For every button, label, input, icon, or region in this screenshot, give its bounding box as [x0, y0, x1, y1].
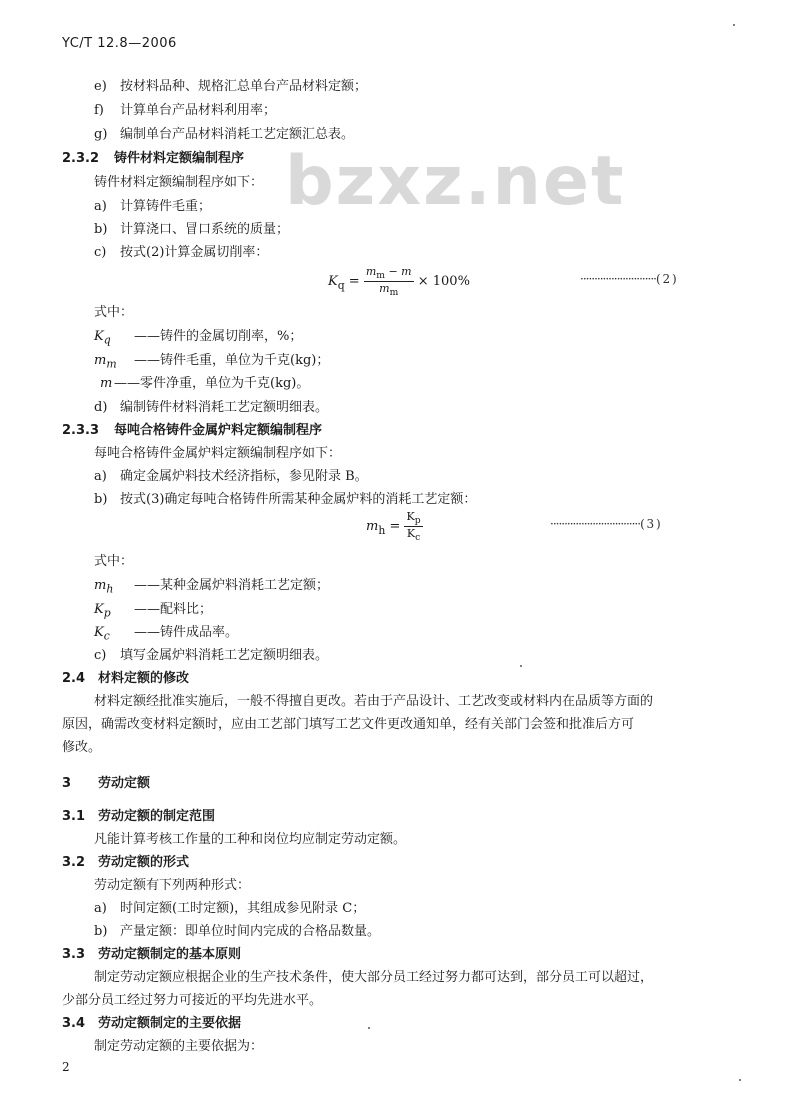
section-number: 2.4: [62, 671, 86, 686]
equation-number: ( 3 ): [640, 517, 660, 531]
section-title: 每吨合格铸件金属炉料定额编制程序: [114, 423, 323, 438]
section-heading: [62, 423, 322, 439]
def-text: ——铸件毛重，单位为千克(kg)；: [134, 353, 330, 368]
section-number: 3.4: [62, 1016, 86, 1031]
def-symbol: K: [94, 329, 104, 344]
def-symbol: m: [100, 376, 113, 391]
item-text: 按材料品种、规格汇总单台产品材料定额；: [120, 79, 368, 94]
eq-symbol: K: [328, 274, 338, 290]
where-label: 式中：: [94, 305, 134, 320]
eq-symbol: m: [379, 282, 390, 296]
eq-subscript: c: [415, 532, 421, 544]
chapter-heading: [62, 776, 150, 792]
paragraph: 劳动定额有下列两种形式：: [94, 878, 251, 893]
definition: [94, 625, 238, 645]
section-number: 2.3.2: [62, 151, 100, 166]
watermark: bzxz.net: [285, 142, 626, 221]
item-text: 计算单台产品材料利用率；: [120, 103, 277, 118]
eq-subscript: q: [337, 278, 345, 292]
section-number: 3.3: [62, 947, 86, 962]
section-heading: [62, 1016, 241, 1032]
list-item: [94, 648, 328, 664]
paragraph-line: 制定劳动定额应根据企业的生产技术条件，使大部分员工经过努力都可达到，部分员工可以超过，: [94, 970, 654, 985]
item-label: d): [94, 400, 108, 415]
item-label: b): [94, 492, 108, 507]
section-number: 3: [62, 776, 72, 791]
paragraph: 每吨合格铸件金属炉料定额编制程序如下：: [94, 446, 342, 461]
definition: [94, 602, 212, 622]
section-title: 劳动定额制定的主要依据: [98, 1016, 242, 1031]
item-text: 按式(2)计算金属切削率：: [120, 245, 269, 260]
item-text: 计算铸件毛重；: [120, 199, 212, 214]
fraction: [364, 265, 414, 298]
def-text: ——铸件的金属切削率，%；: [134, 329, 303, 344]
page-number: 2: [62, 1060, 70, 1074]
list-item: [94, 79, 367, 95]
list-item: [94, 492, 476, 508]
eq-subscript: m: [389, 287, 399, 299]
item-text: 产量定额：即单位时间内完成的合格品数量。: [120, 924, 381, 939]
section-title: 铸件材料定额编制程序: [114, 151, 245, 166]
section-title: 劳动定额的形式: [98, 855, 190, 870]
definition: [94, 329, 302, 349]
item-text: 按式(3)确定每吨合格铸件所需某种金属炉料的消耗工艺定额：: [120, 492, 477, 507]
list-item: [94, 901, 365, 917]
section-title: 劳动定额: [98, 776, 151, 791]
item-label: a): [94, 199, 107, 214]
eq-symbol: m: [366, 519, 379, 535]
section-title: 劳动定额制定的基本原则: [98, 947, 242, 962]
def-text: ——零件净重，单位为千克(kg)。: [114, 376, 310, 391]
def-symbol: K: [94, 602, 104, 617]
item-label: f): [94, 103, 104, 118]
standard-header: YC/T 12.8—2006: [62, 36, 177, 51]
def-text: ——某种金属炉料消耗工艺定额；: [134, 578, 330, 593]
scan-speck: [733, 24, 735, 26]
equation-3: $m_h$ = $\frac{K_p}{K_c}$: [366, 510, 421, 544]
item-label: c): [94, 648, 107, 663]
item-label: b): [94, 924, 108, 939]
item-label: e): [94, 79, 107, 94]
list-item: [94, 924, 380, 940]
section-title: 材料定额的修改: [98, 671, 190, 686]
item-text: 编制铸件材料消耗工艺定额明细表。: [120, 400, 329, 415]
paragraph: 铸件材料定额编制程序如下：: [94, 175, 264, 190]
eq-subscript: m: [376, 270, 385, 282]
eq-subscript: p: [414, 515, 421, 527]
eq-tail: × 100%: [417, 274, 470, 290]
eq-symbol: K: [406, 527, 416, 541]
def-subscript: c: [103, 629, 110, 643]
where-label: 式中：: [94, 554, 134, 569]
def-text: ——铸件成品率。: [134, 625, 239, 640]
def-symbol: m: [94, 578, 107, 593]
item-label: g): [94, 127, 108, 142]
section-number: 3.2: [62, 855, 86, 870]
def-symbol: K: [94, 625, 104, 640]
scan-speck: [368, 1027, 370, 1029]
list-item: [94, 469, 368, 485]
item-text: 时间定额(工时定额)，其组成参见附录 C；: [120, 901, 366, 916]
list-item: [94, 199, 211, 215]
section-number: 2.3.3: [62, 423, 100, 438]
list-item: [94, 127, 354, 143]
def-text: ——配料比；: [134, 602, 213, 617]
section-heading: [62, 671, 189, 687]
item-label: c): [94, 245, 107, 260]
list-item: [94, 222, 289, 238]
def-symbol: m: [94, 353, 107, 368]
equation-leader: ································( 3 ): [550, 517, 660, 531]
eq-subscript: h: [378, 523, 386, 537]
section-heading: [62, 855, 189, 871]
section-number: 3.1: [62, 809, 86, 824]
paragraph: 制定劳动定额的主要依据为：: [94, 1039, 264, 1054]
eq-symbol: − m: [384, 265, 412, 278]
item-text: 填写金属炉料消耗工艺定额明细表。: [120, 648, 329, 663]
item-text: 确定金属炉料技术经济指标，参见附录 B。: [120, 469, 368, 484]
item-text: 编制单台产品材料消耗工艺定额汇总表。: [120, 127, 355, 142]
def-subscript: h: [106, 582, 114, 596]
definition: [94, 353, 329, 373]
definition: [94, 578, 329, 598]
equation-number: ( 2 ): [656, 272, 676, 286]
paragraph: 凡能计算考核工作量的工种和岗位均应制定劳动定额。: [94, 832, 407, 847]
paragraph-line: 材料定额经批准实施后，一般不得擅自更改。若由于产品设计、工艺改变或材料内在品质等方面的: [94, 694, 654, 709]
item-label: a): [94, 469, 107, 484]
section-heading: [62, 947, 241, 963]
paragraph-line: 修改。: [62, 740, 102, 755]
scan-speck: [520, 665, 522, 667]
def-subscript: q: [103, 333, 111, 347]
paragraph-line: 少部分员工经过努力可接近的平均先进水平。: [62, 993, 323, 1008]
fraction: [404, 510, 422, 543]
scan-speck: [739, 1079, 741, 1081]
list-item: [94, 103, 276, 119]
def-subscript: p: [103, 606, 111, 620]
eq-symbol: m: [365, 265, 377, 278]
eq-symbol: K: [406, 510, 415, 523]
equation-2: $K_q$ = $\frac{m_m - m}{m_m}$ × 100%: [328, 265, 470, 299]
item-label: b): [94, 222, 108, 237]
item-text: 计算浇口、冒口系统的质量；: [120, 222, 290, 237]
def-subscript: m: [106, 357, 117, 371]
section-title: 劳动定额的制定范围: [98, 809, 216, 824]
definition: [100, 376, 309, 392]
paragraph-line: 原因，确需改变材料定额时，应由工艺部门填写工艺文件更改通知单，经有关部门会签和批准后方可: [62, 717, 635, 732]
list-item: [94, 245, 268, 261]
item-label: a): [94, 901, 107, 916]
section-heading: [62, 809, 215, 825]
section-heading: [62, 151, 244, 167]
equation-leader: ···························( 2 ): [580, 272, 676, 286]
list-item: [94, 400, 328, 416]
